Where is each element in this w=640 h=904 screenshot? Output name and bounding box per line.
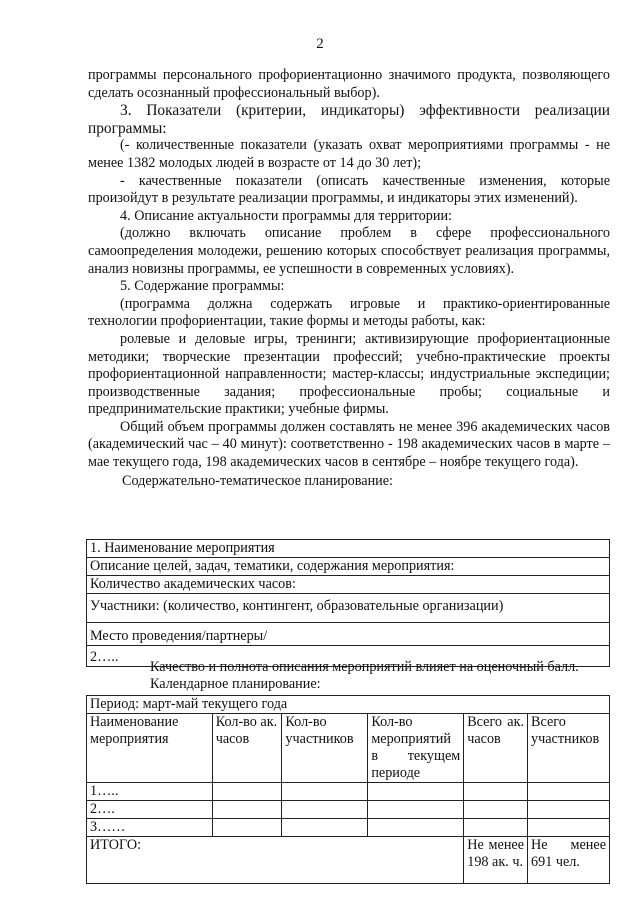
paragraph: (должно включать описание проблем в сфере профессионального самоопределения молодежи, решению которых способствует реализация программы, анализ новизны программы, ее успешности в современных условиях).	[88, 225, 610, 277]
after-table-text	[150, 659, 579, 693]
table-row: Место проведения/партнеры/	[87, 623, 610, 646]
table-cell	[282, 801, 368, 819]
thematic-planning-table	[86, 539, 610, 667]
paragraph: программы персонального профориентационно значимого продукта, позволяющего сделать осознанный профессиональный выбор).	[88, 67, 610, 101]
header-cell: Кол-во ак. часов	[212, 714, 282, 783]
table-cell	[368, 783, 464, 801]
paragraph: Общий объем программы должен составлять не менее 396 академических часов (академический час – 40 минут): соответственно - 198 академических часов в марте – мае текущего года, 198 академических часов в сентябре – ноябре текущего года).	[88, 418, 610, 471]
header-cell: Всего участников	[528, 714, 610, 783]
total-hours: Не менее 198 ак. ч.	[464, 837, 528, 884]
table-row: Количество академических часов:	[87, 576, 610, 594]
quality-note: Качество и полнота описания мероприятий влияет на оценочный балл.	[150, 659, 579, 675]
paragraph: (программа должна содержать игровые и практико-ориентированные технологии профориентации, такие формы и методы работы, как:	[88, 295, 610, 330]
table-cell	[368, 801, 464, 819]
table-row: Описание целей, задач, тематики, содержания мероприятия:	[87, 558, 610, 576]
thematic-planning-caption: Содержательно-тематическое планирование:	[122, 472, 393, 489]
table-row: 2…..	[87, 646, 610, 667]
section-4-heading: 4. Описание актуальности программы для территории:	[120, 207, 452, 224]
row-label: 3……	[87, 819, 213, 837]
header-cell: Кол-во мероприятий в текущем периоде	[368, 714, 464, 783]
total-participants: Не менее 691 чел.	[528, 837, 610, 884]
table-cell	[528, 801, 610, 819]
document-body	[88, 67, 610, 490]
table-cell	[212, 783, 282, 801]
table-cell	[282, 819, 368, 837]
row-label: 1…..	[87, 783, 213, 801]
page-number: 2	[316, 36, 324, 52]
header-cell: Наименование мероприятия	[87, 714, 213, 783]
paragraph: - качественные показатели (описать качественные изменения, которые произойдут в результате реализации программы, и индикаторы этих изменений).	[88, 172, 610, 207]
paragraph: ролевые и деловые игры, тренинги; активизирующие профориентационные методики; творческие презентации профессий; учебно-практические проекты профориентационной направленности; мастер-классы; индустриальные экспедиции; производственные задания; профессиональные пробы; социальные и предпринимательские практики; учебные фирмы.	[88, 330, 610, 418]
table-cell	[212, 819, 282, 837]
table-row: Участники: (количество, контингент, образовательные организации)	[87, 594, 610, 623]
table-cell	[528, 783, 610, 801]
header-cell: Всего ак. часов	[464, 714, 528, 783]
table-cell	[528, 819, 610, 837]
table-cell	[368, 819, 464, 837]
table-cell	[464, 819, 528, 837]
period-cell: Период: март-май текущего года	[87, 696, 610, 714]
paragraph: (- количественные показатели (указать охват мероприятиями программы - не менее 1382 молодых людей в возрасте от 14 до 30 лет);	[88, 137, 610, 171]
section-3-heading: 3. Показатели (критерии, индикаторы) эффективности реализации программы:	[88, 102, 610, 137]
table-cell	[212, 801, 282, 819]
table-cell	[464, 783, 528, 801]
section-5-heading: 5. Содержание программы:	[120, 278, 285, 295]
total-label: ИТОГО:	[87, 837, 464, 884]
header-cell: Кол-во участников	[282, 714, 368, 783]
calendar-planning-table	[86, 695, 610, 884]
table-cell	[464, 801, 528, 819]
table-row: 1. Наименование мероприятия	[87, 540, 610, 558]
row-label: 2….	[87, 801, 213, 819]
table-cell	[282, 783, 368, 801]
calendar-planning-caption: Календарное планирование:	[150, 676, 321, 692]
